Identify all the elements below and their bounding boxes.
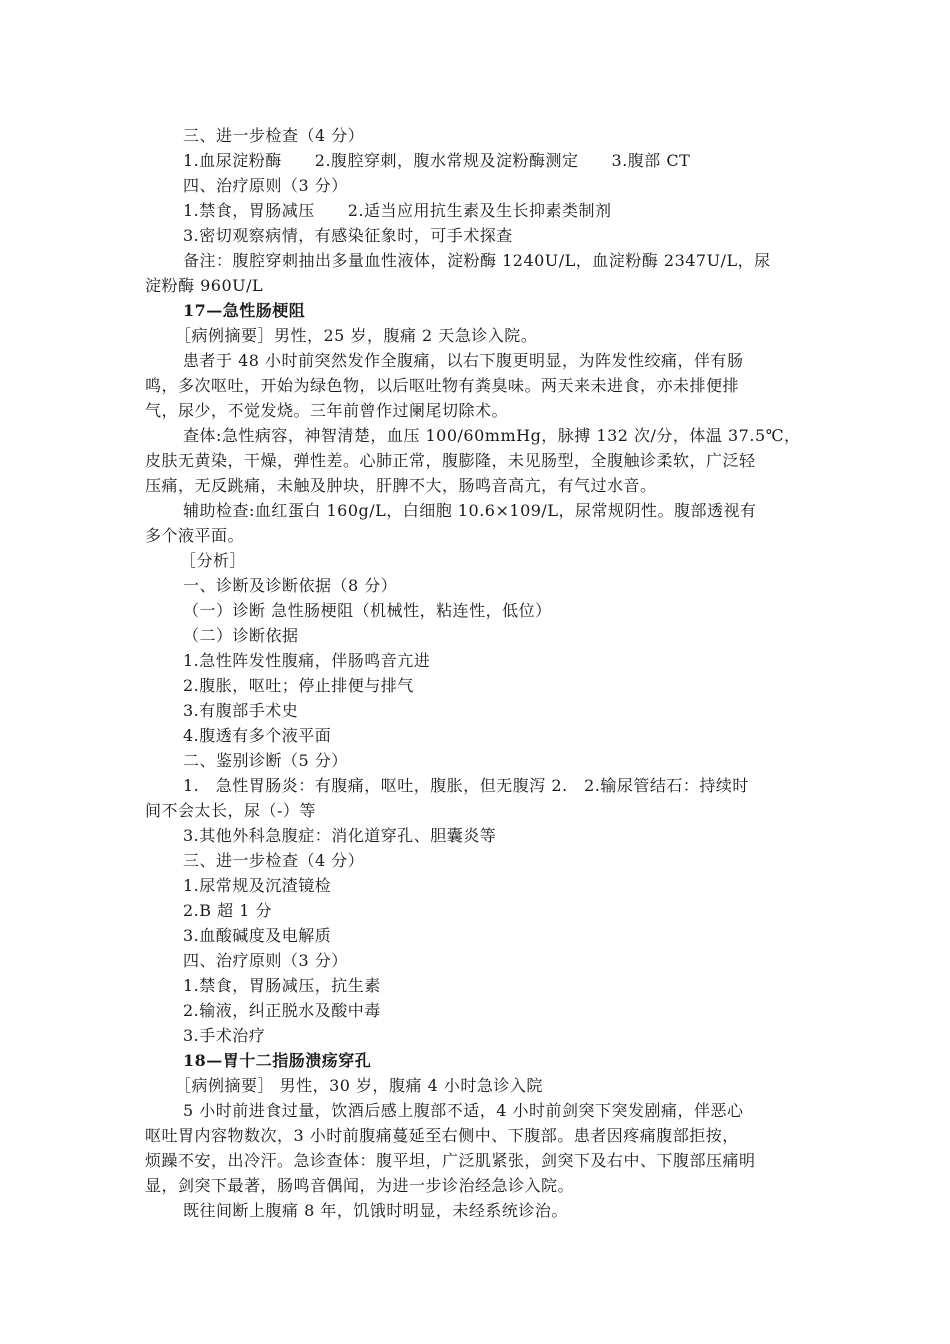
text-line: 辅助检查:血红蛋白 160g/L，白细胞 10.6×109/L，尿常规阴性。腹部透视有	[183, 501, 757, 520]
text-line: 呕吐胃内容物数次，3 小时前腹痛蔓延至右侧中、下腹部。患者因疼痛腹部拒按，	[145, 1126, 739, 1145]
text-line: 烦躁不安，出冷汗。急诊查体：腹平坦，广泛肌紧张，剑突下及右中、下腹部压痛明	[145, 1151, 756, 1170]
text-line: 多个液平面。	[145, 526, 245, 545]
text-line: 2.B 超 1 分	[183, 901, 272, 920]
text-line: ［病例摘要］男性，25 岁，腹痛 2 天急诊入院。	[175, 326, 538, 345]
text-line: ［分析］	[180, 551, 247, 570]
text-line: 1.尿常规及沉渣镜检	[183, 876, 332, 895]
text-line: 四、治疗原则（3 分）	[183, 951, 348, 970]
text-line: 3.密切观察病情，有感染征象时，可手术探查	[183, 226, 513, 245]
text-line: 鸣，多次呕吐，开始为绿色物，以后呕吐物有粪臭味。两天来未进食，亦未排便排	[145, 376, 740, 395]
text-line: ［病例摘要］ 男性，30 岁，腹痛 4 小时急诊入院	[175, 1076, 543, 1095]
text-line: 1. 急性胃肠炎：有腹痛，呕吐，腹胀，但无腹泻 2. 2.输尿管结石：持续时	[183, 776, 749, 795]
text-line: 四、治疗原则（3 分）	[183, 176, 348, 195]
text-line: 查体:急性病容，神智清楚，血压 100/60mmHg，脉搏 132 次/分，体温 37.5℃，	[183, 426, 801, 445]
text-line: 一、诊断及诊断依据（8 分）	[183, 576, 398, 595]
text-line: 间不会太长，尿（-）等	[145, 801, 316, 820]
text-line: 显，剑突下最著，肠鸣音偶闻，为进一步诊治经急诊入院。	[145, 1176, 575, 1195]
text-line: 淀粉酶 960U/L	[145, 276, 264, 295]
text-line: 三、进一步检查（4 分）	[183, 126, 365, 145]
text-line: 4.腹透有多个液平面	[183, 726, 332, 745]
text-line: 既往间断上腹痛 8 年，饥饿时明显，未经系统诊治。	[183, 1201, 568, 1220]
text-line: 压痛，无反跳痛，未触及肿块，肝脾不大，肠鸣音高亢，有气过水音。	[145, 476, 657, 495]
text-line: 2.腹胀，呕吐；停止排便与排气	[183, 676, 414, 695]
text-line: 二、鉴别诊断（5 分）	[183, 751, 348, 770]
text-line: 1.禁食，胃肠减压，抗生素	[183, 976, 381, 995]
section-heading: 18—胃十二指肠溃疡穿孔	[183, 1051, 372, 1070]
text-line: 患者于 48 小时前突然发作全腹痛，以右下腹更明显，为阵发性绞痛，伴有肠	[183, 351, 744, 370]
text-line: 备注：腹腔穿刺抽出多量血性液体，淀粉酶 1240U/L，血淀粉酶 2347U/L，尿	[183, 251, 771, 270]
text-line: 1.血尿淀粉酶 2.腹腔穿刺，腹水常规及淀粉酶测定 3.腹部 CT	[183, 151, 691, 170]
text-line: 2.输液，纠正脱水及酸中毒	[183, 1001, 381, 1020]
text-line: 1.急性阵发性腹痛，伴肠鸣音亢进	[183, 651, 431, 670]
text-line: 3.有腹部手术史	[183, 701, 299, 720]
text-line: （一）诊断 急性肠梗阻（机械性，粘连性，低位）	[183, 601, 552, 620]
text-line: （二）诊断依据	[183, 626, 299, 645]
text-line: 1.禁食，胃肠减压 2.适当应用抗生素及生长抑素类制剂	[183, 201, 612, 220]
text-line: 3.手术治疗	[183, 1026, 266, 1045]
text-line: 皮肤无黄染，干燥，弹性差。心肺正常，腹膨隆，未见肠型，全腹触诊柔软，广泛轻	[145, 451, 756, 470]
text-line: 三、进一步检查（4 分）	[183, 851, 365, 870]
text-line: 5 小时前进食过量，饮酒后感上腹部不适，4 小时前剑突下突发剧痛，伴恶心	[183, 1101, 744, 1120]
section-heading: 17—急性肠梗阻	[183, 301, 306, 320]
text-line: 3.血酸碱度及电解质	[183, 926, 332, 945]
text-line: 3.其他外科急腹症：消化道穿孔、胆囊炎等	[183, 826, 497, 845]
text-line: 气，尿少，不觉发烧。三年前曾作过阑尾切除术。	[145, 401, 509, 420]
